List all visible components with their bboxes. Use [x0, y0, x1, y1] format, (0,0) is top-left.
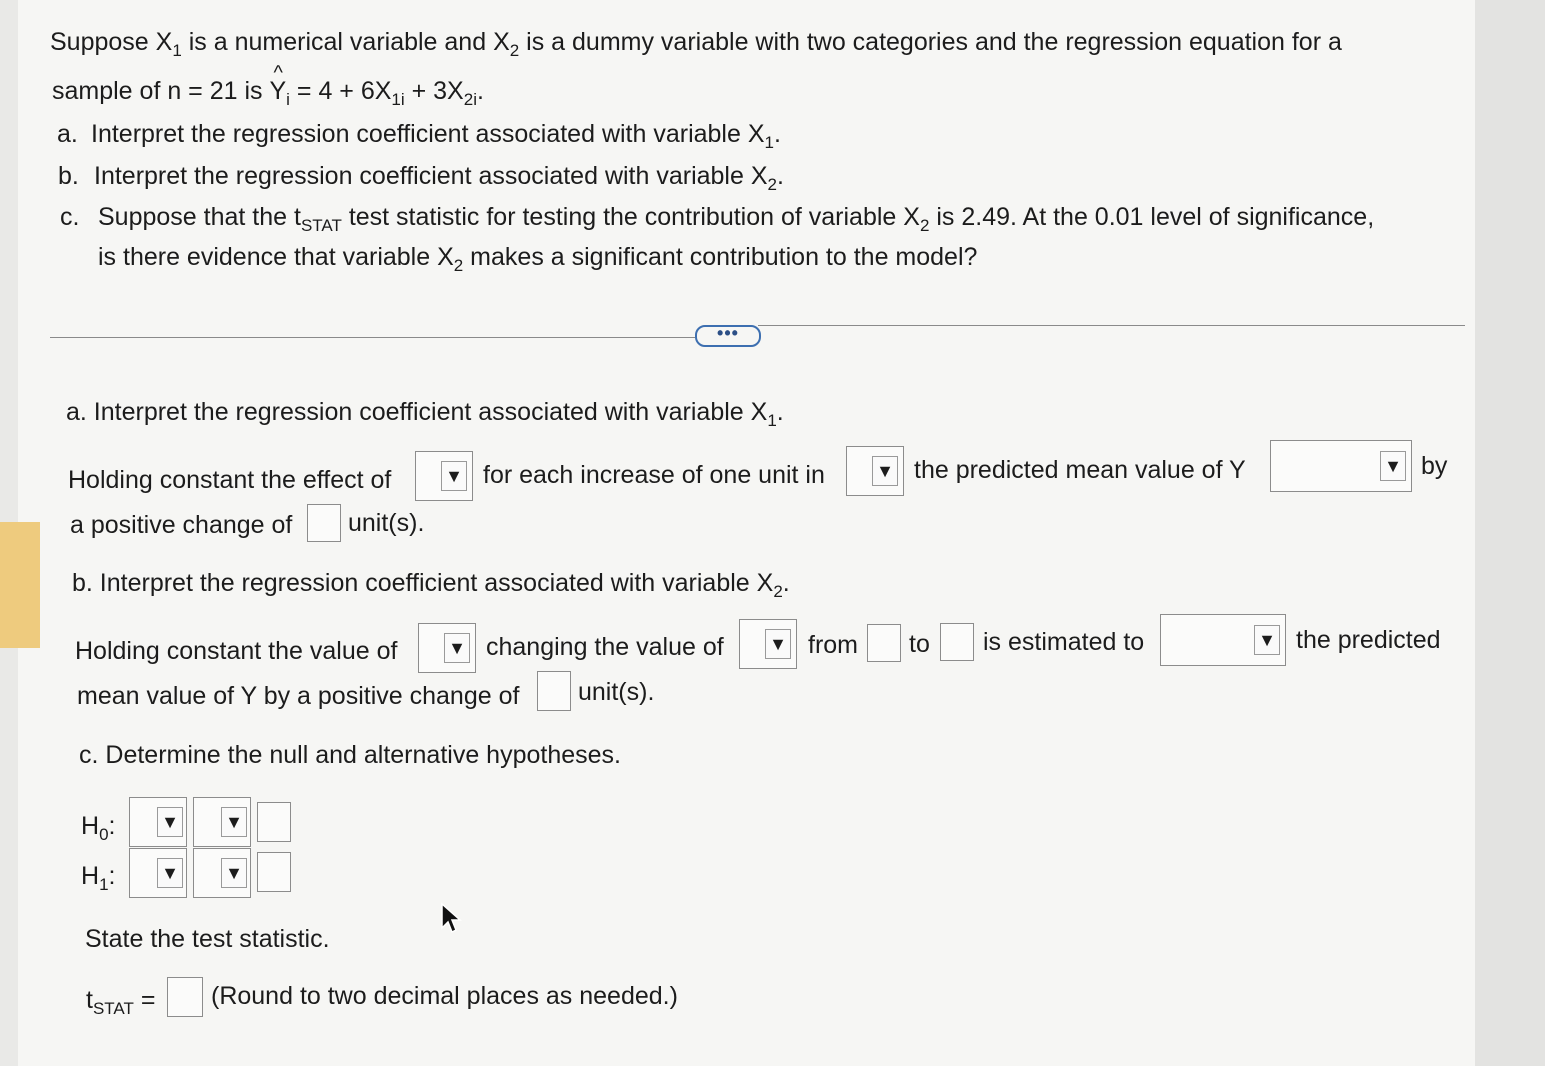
part-b-dropdown-2[interactable]	[739, 619, 797, 669]
part-b-text-8: unit(s).	[578, 678, 655, 706]
part-b-to-input[interactable]	[940, 623, 974, 661]
part-a-text-3: the predicted mean value of Y	[914, 456, 1246, 484]
chevron-down-icon: ▼	[444, 633, 470, 663]
part-a-text-2: for each increase of one unit in	[483, 461, 825, 489]
h0-input[interactable]	[257, 802, 291, 842]
side-tab[interactable]	[0, 522, 40, 648]
chevron-down-icon: ▼	[765, 629, 791, 659]
page-edge	[1475, 0, 1545, 1066]
chevron-down-icon: ▼	[441, 461, 467, 491]
part-a-dropdown-1[interactable]	[415, 451, 473, 501]
tstat-input[interactable]	[167, 977, 203, 1017]
part-a-text-6: unit(s).	[348, 509, 425, 537]
h1-dropdown-1[interactable]	[129, 848, 187, 898]
h1-label: $H_1$:	[81, 862, 116, 894]
h0-dropdown-2[interactable]	[193, 797, 251, 847]
part-b-text-1: Holding constant the value of	[75, 637, 398, 665]
part-b-text-5: is estimated to	[983, 628, 1145, 656]
more-button[interactable]: •••	[695, 325, 761, 347]
chevron-down-icon: ▼	[157, 807, 183, 837]
chevron-down-icon: ▼	[157, 858, 183, 888]
h0-label: $H_0$:	[81, 812, 116, 844]
part-a-text-5: a positive change of	[70, 511, 293, 539]
part-a-dropdown-2[interactable]	[846, 446, 904, 496]
part-a-dropdown-3[interactable]	[1270, 440, 1412, 492]
chevron-down-icon: ▼	[221, 858, 247, 888]
part-c-heading: c. Determine the null and alternative hypotheses.	[79, 741, 621, 769]
part-b-dropdown-1[interactable]	[418, 623, 476, 673]
h0-dropdown-1[interactable]	[129, 797, 187, 847]
cursor-icon	[440, 902, 462, 934]
part-a-heading: a. Interpret the regression coefficient associated with variable $X_1$.	[66, 398, 784, 430]
y-hat: ^ Y	[269, 76, 286, 106]
part-b-text-4: to	[909, 630, 930, 658]
question-item-b: b. Interpret the regression coefficient associated with variable $X_2$.	[58, 162, 784, 194]
part-b-dropdown-3[interactable]	[1160, 614, 1286, 666]
question-line-1: Suppose $X_1$ is a numerical variable and $X_2$ is a dummy variable with two categories and the regression equation for a	[50, 28, 1342, 60]
chevron-down-icon: ▼	[1254, 625, 1280, 655]
part-b-text-3: from	[808, 631, 858, 659]
divider	[758, 325, 1465, 326]
chevron-down-icon: ▼	[221, 807, 247, 837]
part-b-input[interactable]	[537, 671, 571, 711]
part-b-text-6: the predicted	[1296, 626, 1441, 654]
part-b-text-2: changing the value of	[486, 633, 724, 661]
part-a-input[interactable]	[307, 504, 341, 542]
part-b-from-input[interactable]	[867, 624, 901, 662]
h1-input[interactable]	[257, 852, 291, 892]
question-item-a: a. Interpret the regression coefficient associated with variable $X_1$.	[57, 120, 781, 152]
question-item-c-line-2: is there evidence that variable $X_2$ makes a significant contribution to the model?	[98, 243, 978, 275]
round-note: (Round to two decimal places as needed.)	[211, 982, 678, 1010]
question-item-c: c. Suppose that the $t_{STAT}$ test statistic for testing the contribution of variable $X_2$ is 2.49. At the 0.01 level of significance,	[60, 203, 1375, 235]
tstat-label: $t_{STAT}$ =	[86, 986, 156, 1018]
part-a-text-1: Holding constant the effect of	[68, 466, 392, 494]
divider	[50, 337, 695, 338]
h1-dropdown-2[interactable]	[193, 848, 251, 898]
part-a-text-4: by	[1421, 452, 1448, 480]
chevron-down-icon: ▼	[1380, 451, 1406, 481]
part-b-text-7: mean value of Y by a positive change of	[77, 682, 520, 710]
question-line-2: sample of n = 21 is ^ $Y_i = 4 + 6X_{1i} + 3X_{2i}$.	[52, 76, 484, 106]
part-b-heading: b. Interpret the regression coefficient associated with variable $X_2$.	[72, 569, 790, 601]
state-test-statistic: State the test statistic.	[85, 925, 330, 953]
chevron-down-icon: ▼	[872, 456, 898, 486]
